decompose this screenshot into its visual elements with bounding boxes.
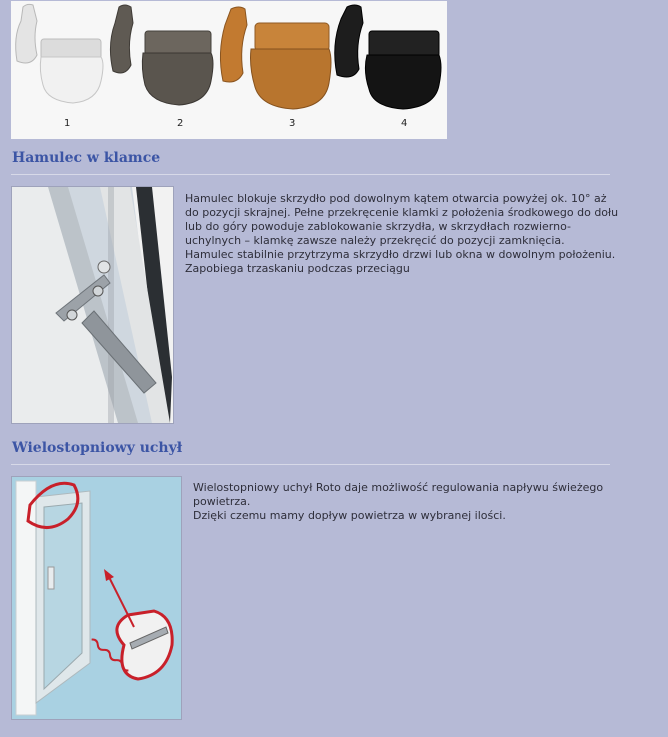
handle-number-2: 2 xyxy=(177,118,184,129)
handle-variant-3 xyxy=(220,7,331,109)
handle-variant-4 xyxy=(335,5,441,109)
section-description-multi-step-tilt: Wielostopniowy uchył Roto daje możliwość regulowania napływu świeżego powietrza. Dzięki czemu mamy dopływ powietrza w wybranej ilości. xyxy=(193,481,604,522)
handle-variant-1 xyxy=(16,4,103,103)
section-divider xyxy=(11,464,610,465)
handle-number-4: 4 xyxy=(401,118,408,129)
section-title-handle-brake: Hamulec w klamce xyxy=(12,150,161,166)
section-divider xyxy=(11,174,610,175)
handle-variant-2 xyxy=(110,5,213,105)
handle-variants-graphic xyxy=(11,1,447,139)
window-hinge-graphic xyxy=(12,187,173,423)
tilt-window-graphic xyxy=(12,477,181,719)
multi-step-tilt-photo xyxy=(11,476,182,720)
section-description-handle-brake: Hamulec blokuje skrzydło pod dowolnym kątem otwarcia powyżej ok. 10° aż do pozycji skrajnej. Pełne przekręcenie klamki z położenia środkowego do dołu lub do góry powoduje zablokowanie skrzydła, w skrzydłach rozwierno- uchylnych – klamkę zawsze należy przekręcić do pozycji zamknięcia. Hamulec stabilnie przytrzyma skrzydło drzwi lub okna w dowolnym położeniu. Zapobiega trzaskaniu podczas przeciągu xyxy=(185,192,619,275)
handle-brake-photo xyxy=(11,186,174,424)
handle-color-variants-image xyxy=(11,1,447,139)
handle-number-1: 1 xyxy=(64,118,71,129)
section-title-multi-step-tilt: Wielostopniowy uchył xyxy=(12,440,183,456)
handle-number-3: 3 xyxy=(289,118,296,129)
